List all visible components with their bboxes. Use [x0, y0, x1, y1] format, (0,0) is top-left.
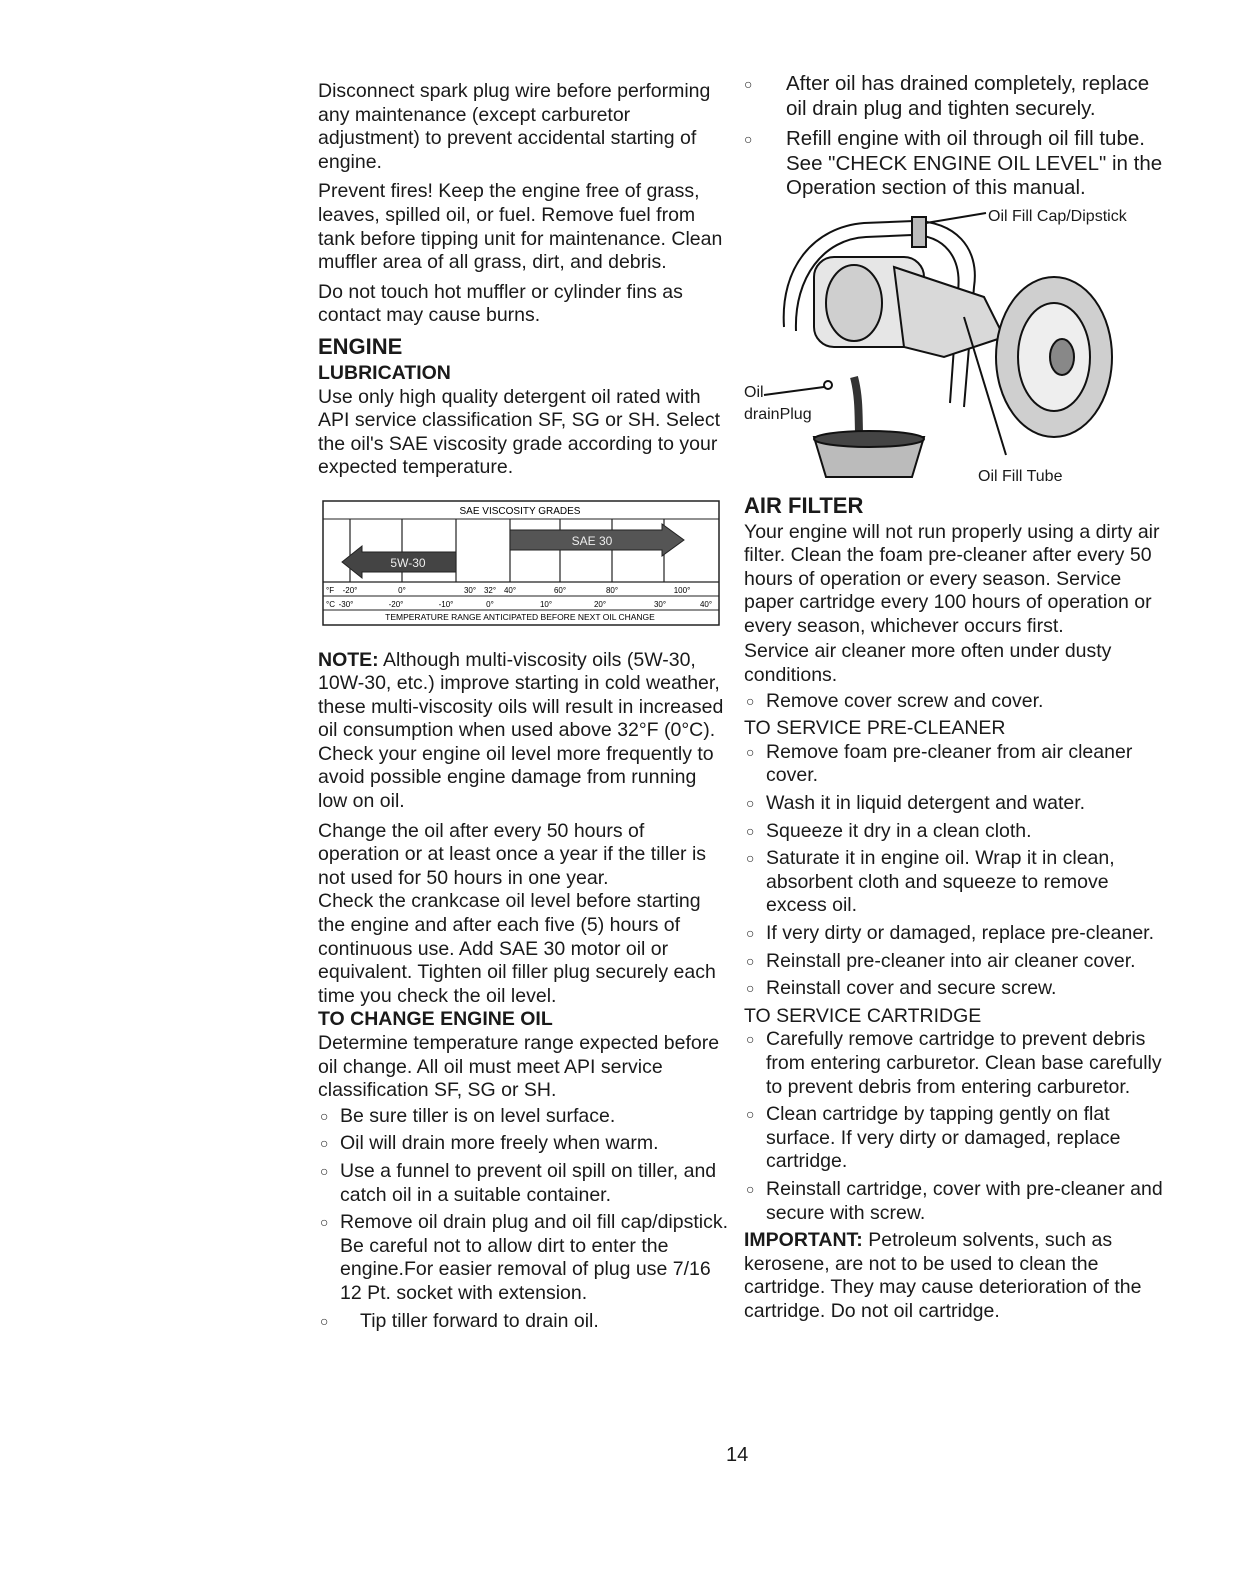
list-item: ○ Squeeze it dry in a clean cloth.: [746, 819, 1032, 842]
sae30-label: SAE 30: [571, 533, 613, 548]
c-tick: 40°: [699, 599, 713, 609]
note-paragraph: [318, 649, 730, 814]
c-tick: -10°: [438, 599, 454, 609]
cartridge-list: [744, 1028, 1164, 1225]
bullet-icon: ○: [746, 1180, 755, 1197]
bullet-icon: ○: [746, 925, 755, 941]
list-item: ○ Tip tiller forward to drain oil.: [320, 1309, 599, 1332]
dusty-conditions-paragraph: Service air cleaner more often under dusty conditions.: [744, 640, 1112, 687]
safety-paragraph-muffler: Do not touch hot muffler or cylinder fins as contact may cause burns.: [318, 280, 683, 327]
bullet-icon: ○: [320, 1162, 329, 1179]
list-item: ○ Oil will drain more freely when warm.: [320, 1132, 659, 1155]
left-column: [318, 80, 730, 1337]
cover-list: [744, 690, 1164, 714]
bullet-icon: ○: [320, 1312, 329, 1329]
chart-footer: TEMPERATURE RANGE ANTICIPATED BEFORE NEXT OIL CHANGE: [385, 611, 655, 622]
lubrication-paragraph: Use only high quality detergent oil rated with API service classification SF, SG or SH. Select the oil's SAE viscosity grade according to your expected temperature.: [318, 385, 721, 479]
tip-list: [318, 1310, 730, 1334]
list-item: ○ Clean cartridge by tapping gently on flat surface. If very dirty or damaged, replace cartridge.: [746, 1103, 1121, 1173]
oil-fill-cap-label: Oil Fill Cap/Dipstick: [988, 207, 1127, 225]
c-tick: -20°: [388, 599, 404, 609]
safety-paragraph-spark-plug: Disconnect spark plug wire before performing any maintenance (except carburetor adjustment) to prevent accidental starting of engine.: [318, 80, 711, 173]
important-paragraph: [744, 1229, 1164, 1323]
air-filter-paragraph: Your engine will not run properly using a dirty air filter. Clean the foam pre-cleaner after every 50 hours of operation or every season. Service paper cartridge every 100 hours of operation or every season, whichever occurs first.: [744, 520, 1160, 637]
list-item: ○ Reinstall pre-cleaner into air cleaner cover.: [746, 949, 1136, 972]
oil-drain-label-line1: Oil: [744, 383, 764, 401]
bullet-icon: ○: [746, 1106, 755, 1123]
f-unit-label: °F: [326, 585, 335, 595]
f-tick: 60°: [553, 585, 567, 595]
5w30-label: 5W-30: [390, 555, 426, 570]
bullet-icon: ○: [744, 76, 753, 92]
chart-title: SAE VISCOSITY GRADES: [459, 505, 581, 517]
pre-cleaner-list: [744, 741, 1164, 1001]
c-tick: -30°: [338, 599, 354, 609]
oil-change-interval-paragraph: Change the oil after every 50 hours of operation or at least once a year if the tiller is not used for 50 hours in one year.: [318, 819, 707, 889]
oil-fill-tube-label: Oil Fill Tube: [978, 467, 1063, 485]
list-item: ○ Be sure tiller is on level surface.: [320, 1104, 616, 1127]
change-oil-paragraph: Determine temperature range expected before oil change. All oil must meet API service classification SF, SG or SH.: [318, 1032, 720, 1102]
refill-list: [744, 72, 1164, 201]
list-item: ○ Carefully remove cartridge to prevent debris from entering carburetor. Clean base carefully to prevent debris from entering carburetor.: [746, 1028, 1162, 1098]
f-tick: -20°: [342, 585, 358, 595]
tiller-drawing: [744, 207, 1164, 487]
note-label: NOTE:: [318, 648, 379, 671]
bullet-icon: ○: [746, 980, 755, 997]
crankcase-check-paragraph: Check the crankcase oil level before starting the engine and after each five (5) hours of continuous use. Add SAE 30 motor oil or equivalent. Tighten oil filler plug securely each time you check the oil level.: [318, 890, 716, 1007]
bullet-icon: ○: [320, 1214, 329, 1231]
change-oil-list: [318, 1105, 730, 1306]
list-item: ○ Reinstall cartridge, cover with pre-cleaner and secure with screw.: [746, 1177, 1163, 1224]
page-number: 14: [726, 1444, 749, 1466]
lubrication-heading: LUBRICATION: [318, 361, 451, 384]
f-tick: 0°: [398, 585, 406, 595]
bullet-icon: ○: [746, 952, 755, 969]
bullet-icon: ○: [746, 1031, 755, 1048]
list-item: ○ Remove cover screw and cover.: [746, 689, 1044, 712]
list-item: ○ Remove oil drain plug and oil fill cap/dipstick. Be careful not to allow dirt to enter the engine.For easier removal of plug use 7/16 12 Pt. socket with extension.: [320, 1211, 729, 1304]
pre-cleaner-heading: TO SERVICE PRE-CLEANER: [744, 717, 1006, 740]
important-text: Petroleum solvents, such as kerosene, are not to be used to clean the cartridge. They may cause deterioration of the cartridge. Do not oil cartridge.: [744, 1229, 1142, 1322]
bullet-icon: ○: [320, 1135, 329, 1152]
engine-oil-illustration: [744, 207, 1164, 487]
bullet-icon: ○: [746, 850, 755, 867]
engine-heading: ENGINE: [318, 333, 403, 359]
c-unit-label: °C: [326, 599, 335, 609]
bullet-icon: ○: [744, 131, 753, 147]
c-tick: 30°: [653, 599, 667, 609]
air-filter-heading: AIR FILTER: [744, 492, 864, 518]
list-item: ○ Refill engine with oil through oil fill tube. See "CHECK ENGINE OIL LEVEL" in the Operation section of this manual.: [744, 127, 1163, 199]
list-item: ○ Use a funnel to prevent oil spill on tiller, and catch oil in a suitable container.: [320, 1159, 717, 1206]
list-item: ○ If very dirty or damaged, replace pre-cleaner.: [746, 922, 1155, 944]
list-item: ○ Reinstall cover and secure screw.: [746, 977, 1057, 1000]
c-tick: 0°: [486, 599, 494, 609]
f-tick: 40°: [503, 585, 517, 595]
list-item: ○ After oil has drained completely, replace oil drain plug and tighten securely.: [744, 72, 1150, 120]
safety-paragraph-fires: Prevent fires! Keep the engine free of grass, leaves, spilled oil, or fuel. Remove fuel from tank before tipping unit for maintenance. Clean muffler area of all grass, dirt, and debris.: [318, 180, 723, 274]
bullet-icon: ○: [746, 822, 755, 839]
bullet-icon: ○: [746, 692, 755, 709]
f-tick: 30°: [463, 585, 477, 595]
cartridge-heading: TO SERVICE CARTRIDGE: [744, 1004, 982, 1027]
c-tick: 10°: [539, 599, 553, 609]
list-item: ○ Saturate it in engine oil. Wrap it in clean, absorbent cloth and squeeze to remove excess oil.: [746, 847, 1115, 917]
change-oil-heading: TO CHANGE ENGINE OIL: [318, 1008, 553, 1031]
important-label: IMPORTANT:: [744, 1229, 863, 1252]
f-tick: 32°: [483, 585, 497, 595]
c-tick: 20°: [593, 599, 607, 609]
bullet-icon: ○: [746, 795, 755, 812]
bullet-icon: ○: [746, 743, 755, 760]
bullet-icon: ○: [320, 1107, 329, 1124]
note-text: Although multi-viscosity oils (5W-30, 10W-30, etc.) improve starting in cold weather, these multi-viscosity oils will result in increased oil consumption when used above 32°F (0°C). Check your engine oil level more frequently to avoid possible engine damage from running low on oil.: [318, 648, 724, 813]
sae-viscosity-chart: [322, 500, 720, 626]
list-item: ○ Remove foam pre-cleaner from air cleaner cover.: [746, 740, 1133, 787]
f-tick: 80°: [605, 585, 619, 595]
f-tick: 100°: [673, 585, 691, 595]
list-item: ○ Wash it in liquid detergent and water.: [746, 792, 1086, 815]
oil-drain-label-line2: drainPlug: [744, 405, 812, 423]
right-column: [744, 72, 1164, 1330]
